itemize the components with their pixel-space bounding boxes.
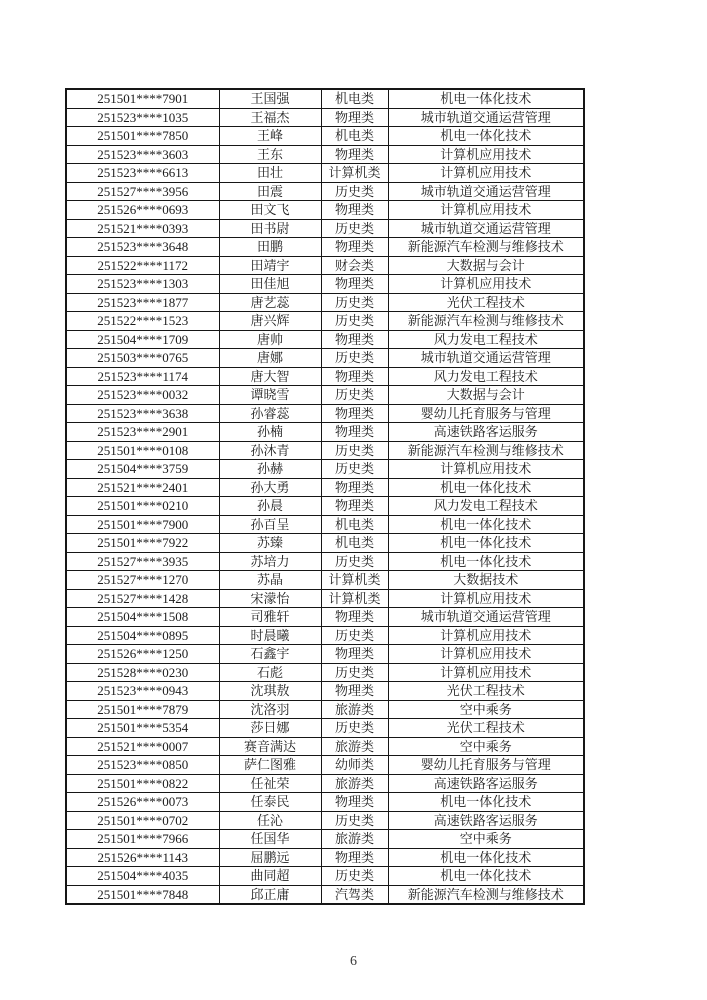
major-cell: 新能源汽车检测与维修技术 <box>388 885 584 904</box>
table-row <box>66 256 584 275</box>
name-cell: 唐帅 <box>219 330 321 349</box>
name-cell: 任沁 <box>219 811 321 830</box>
major-cell: 机电一体化技术 <box>388 534 584 553</box>
table-row <box>66 89 584 108</box>
major-cell: 空中乘务 <box>388 830 584 849</box>
table-row <box>66 145 584 164</box>
table-row <box>66 108 584 127</box>
table-row <box>66 497 584 516</box>
category-cell: 物理类 <box>321 608 388 627</box>
name-cell: 石鑫宇 <box>219 645 321 664</box>
major-cell: 空中乘务 <box>388 737 584 756</box>
name-cell: 邱正庸 <box>219 885 321 904</box>
table-row <box>66 219 584 238</box>
table-row <box>66 589 584 608</box>
table-row <box>66 367 584 386</box>
major-cell: 新能源汽车检测与维修技术 <box>388 441 584 460</box>
category-cell: 历史类 <box>321 552 388 571</box>
table-row <box>66 238 584 257</box>
exam-id-cell: 251501****7900 <box>66 515 219 534</box>
table-row <box>66 201 584 220</box>
name-cell: 唐兴辉 <box>219 312 321 331</box>
exam-id-cell: 251523****0850 <box>66 756 219 775</box>
name-cell: 唐娜 <box>219 349 321 368</box>
exam-id-cell: 251501****7850 <box>66 127 219 146</box>
admission-list-table <box>65 88 585 905</box>
category-cell: 物理类 <box>321 404 388 423</box>
major-cell: 风力发电工程技术 <box>388 497 584 516</box>
table-row <box>66 478 584 497</box>
table-row <box>66 349 584 368</box>
table-row <box>66 293 584 312</box>
exam-id-cell: 251501****7922 <box>66 534 219 553</box>
exam-id-cell: 251503****0765 <box>66 349 219 368</box>
major-cell: 光伏工程技术 <box>388 682 584 701</box>
category-cell: 历史类 <box>321 312 388 331</box>
exam-id-cell: 251523****1877 <box>66 293 219 312</box>
major-cell: 计算机应用技术 <box>388 645 584 664</box>
exam-id-cell: 251501****0822 <box>66 774 219 793</box>
name-cell: 田震 <box>219 182 321 201</box>
exam-id-cell: 251504****3759 <box>66 460 219 479</box>
table-row <box>66 830 584 849</box>
major-cell: 风力发电工程技术 <box>388 367 584 386</box>
name-cell: 任祉荣 <box>219 774 321 793</box>
name-cell: 司雅轩 <box>219 608 321 627</box>
name-cell: 苏晶 <box>219 571 321 590</box>
table-row <box>66 719 584 738</box>
category-cell: 物理类 <box>321 682 388 701</box>
major-cell: 计算机应用技术 <box>388 589 584 608</box>
name-cell: 宋濛怡 <box>219 589 321 608</box>
major-cell: 婴幼儿托育服务与管理 <box>388 404 584 423</box>
exam-id-cell: 251523****1174 <box>66 367 219 386</box>
major-cell: 城市轨道交通运营管理 <box>388 349 584 368</box>
table-row <box>66 700 584 719</box>
name-cell: 田靖宇 <box>219 256 321 275</box>
major-cell: 高速铁路客运服务 <box>388 811 584 830</box>
exam-id-cell: 251504****1709 <box>66 330 219 349</box>
exam-id-cell: 251522****1523 <box>66 312 219 331</box>
exam-id-cell: 251501****7901 <box>66 89 219 108</box>
category-cell: 物理类 <box>321 201 388 220</box>
category-cell: 幼师类 <box>321 756 388 775</box>
table-row <box>66 645 584 664</box>
table-row <box>66 571 584 590</box>
name-cell: 田佳旭 <box>219 275 321 294</box>
major-cell: 城市轨道交通运营管理 <box>388 608 584 627</box>
table-row <box>66 793 584 812</box>
category-cell: 计算机类 <box>321 164 388 183</box>
category-cell: 机电类 <box>321 89 388 108</box>
name-cell: 萨仁图雅 <box>219 756 321 775</box>
category-cell: 物理类 <box>321 145 388 164</box>
table-row <box>66 423 584 442</box>
category-cell: 历史类 <box>321 663 388 682</box>
table-row <box>66 275 584 294</box>
category-cell: 物理类 <box>321 275 388 294</box>
category-cell: 旅游类 <box>321 774 388 793</box>
major-cell: 婴幼儿托育服务与管理 <box>388 756 584 775</box>
exam-id-cell: 251501****0210 <box>66 497 219 516</box>
name-cell: 任国华 <box>219 830 321 849</box>
table-row <box>66 552 584 571</box>
table-row <box>66 534 584 553</box>
table-row <box>66 848 584 867</box>
category-cell: 财会类 <box>321 256 388 275</box>
exam-id-cell: 251504****1508 <box>66 608 219 627</box>
page-number: 6 <box>350 954 357 969</box>
major-cell: 机电一体化技术 <box>388 793 584 812</box>
name-cell: 任泰民 <box>219 793 321 812</box>
major-cell: 机电一体化技术 <box>388 89 584 108</box>
major-cell: 机电一体化技术 <box>388 848 584 867</box>
major-cell: 机电一体化技术 <box>388 478 584 497</box>
category-cell: 历史类 <box>321 719 388 738</box>
category-cell: 机电类 <box>321 127 388 146</box>
exam-id-cell: 251521****0393 <box>66 219 219 238</box>
category-cell: 物理类 <box>321 108 388 127</box>
major-cell: 计算机应用技术 <box>388 626 584 645</box>
name-cell: 田鹏 <box>219 238 321 257</box>
table-row <box>66 164 584 183</box>
major-cell: 光伏工程技术 <box>388 293 584 312</box>
exam-id-cell: 251501****0108 <box>66 441 219 460</box>
name-cell: 孙沐青 <box>219 441 321 460</box>
category-cell: 机电类 <box>321 515 388 534</box>
exam-id-cell: 251523****1035 <box>66 108 219 127</box>
category-cell: 计算机类 <box>321 589 388 608</box>
table-row <box>66 774 584 793</box>
major-cell: 空中乘务 <box>388 700 584 719</box>
name-cell: 时晨曦 <box>219 626 321 645</box>
name-cell: 沈洛羽 <box>219 700 321 719</box>
major-cell: 高速铁路客运服务 <box>388 774 584 793</box>
name-cell: 苏臻 <box>219 534 321 553</box>
major-cell: 城市轨道交通运营管理 <box>388 182 584 201</box>
major-cell: 机电一体化技术 <box>388 127 584 146</box>
exam-id-cell: 251504****4035 <box>66 867 219 886</box>
name-cell: 苏培力 <box>219 552 321 571</box>
category-cell: 物理类 <box>321 478 388 497</box>
name-cell: 王峰 <box>219 127 321 146</box>
major-cell: 计算机应用技术 <box>388 145 584 164</box>
category-cell: 旅游类 <box>321 830 388 849</box>
name-cell: 曲同超 <box>219 867 321 886</box>
category-cell: 汽驾类 <box>321 885 388 904</box>
major-cell: 计算机应用技术 <box>388 663 584 682</box>
exam-id-cell: 251501****7879 <box>66 700 219 719</box>
table-row <box>66 626 584 645</box>
name-cell: 田壮 <box>219 164 321 183</box>
name-cell: 田书尉 <box>219 219 321 238</box>
name-cell: 孙晨 <box>219 497 321 516</box>
name-cell: 唐大智 <box>219 367 321 386</box>
exam-id-cell: 251521****2401 <box>66 478 219 497</box>
category-cell: 物理类 <box>321 423 388 442</box>
category-cell: 历史类 <box>321 867 388 886</box>
table-row <box>66 682 584 701</box>
table-row <box>66 330 584 349</box>
category-cell: 机电类 <box>321 534 388 553</box>
exam-id-cell: 251523****0943 <box>66 682 219 701</box>
table-row <box>66 663 584 682</box>
category-cell: 历史类 <box>321 219 388 238</box>
exam-id-cell: 251527****1270 <box>66 571 219 590</box>
table-row <box>66 737 584 756</box>
exam-id-cell: 251526****1250 <box>66 645 219 664</box>
major-cell: 计算机应用技术 <box>388 201 584 220</box>
category-cell: 历史类 <box>321 182 388 201</box>
exam-id-cell: 251501****5354 <box>66 719 219 738</box>
category-cell: 物理类 <box>321 367 388 386</box>
exam-id-cell: 251528****0230 <box>66 663 219 682</box>
name-cell: 田文飞 <box>219 201 321 220</box>
category-cell: 旅游类 <box>321 737 388 756</box>
name-cell: 莎日娜 <box>219 719 321 738</box>
exam-id-cell: 251526****1143 <box>66 848 219 867</box>
exam-id-cell: 251527****3956 <box>66 182 219 201</box>
major-cell: 风力发电工程技术 <box>388 330 584 349</box>
exam-id-cell: 251501****7966 <box>66 830 219 849</box>
category-cell: 历史类 <box>321 386 388 405</box>
name-cell: 沈琪敖 <box>219 682 321 701</box>
exam-id-cell: 251501****7848 <box>66 885 219 904</box>
exam-id-cell: 251504****0895 <box>66 626 219 645</box>
name-cell: 孙楠 <box>219 423 321 442</box>
name-cell: 孙睿蕊 <box>219 404 321 423</box>
category-cell: 历史类 <box>321 626 388 645</box>
table-row <box>66 756 584 775</box>
name-cell: 屈鹏远 <box>219 848 321 867</box>
category-cell: 物理类 <box>321 238 388 257</box>
exam-id-cell: 251527****1428 <box>66 589 219 608</box>
table-row <box>66 515 584 534</box>
exam-id-cell: 251501****0702 <box>66 811 219 830</box>
category-cell: 历史类 <box>321 293 388 312</box>
table-row <box>66 460 584 479</box>
major-cell: 机电一体化技术 <box>388 867 584 886</box>
exam-id-cell: 251523****2901 <box>66 423 219 442</box>
table-row <box>66 811 584 830</box>
table-row <box>66 608 584 627</box>
name-cell: 赛音满达 <box>219 737 321 756</box>
name-cell: 孙百呈 <box>219 515 321 534</box>
category-cell: 计算机类 <box>321 571 388 590</box>
major-cell: 机电一体化技术 <box>388 515 584 534</box>
table-row <box>66 182 584 201</box>
category-cell: 历史类 <box>321 811 388 830</box>
exam-id-cell: 251521****0007 <box>66 737 219 756</box>
major-cell: 计算机应用技术 <box>388 164 584 183</box>
major-cell: 计算机应用技术 <box>388 275 584 294</box>
name-cell: 孙赫 <box>219 460 321 479</box>
major-cell: 计算机应用技术 <box>388 460 584 479</box>
exam-id-cell: 251526****0693 <box>66 201 219 220</box>
table-row <box>66 404 584 423</box>
category-cell: 物理类 <box>321 497 388 516</box>
category-cell: 旅游类 <box>321 700 388 719</box>
name-cell: 王福杰 <box>219 108 321 127</box>
table-row <box>66 441 584 460</box>
name-cell: 王国强 <box>219 89 321 108</box>
major-cell: 光伏工程技术 <box>388 719 584 738</box>
exam-id-cell: 251523****3638 <box>66 404 219 423</box>
category-cell: 历史类 <box>321 349 388 368</box>
table-row <box>66 386 584 405</box>
name-cell: 谭晓雪 <box>219 386 321 405</box>
table-row <box>66 885 584 904</box>
admission-table-body <box>66 89 584 904</box>
major-cell: 大数据与会计 <box>388 386 584 405</box>
table-row <box>66 127 584 146</box>
name-cell: 唐艺蕊 <box>219 293 321 312</box>
table-row <box>66 312 584 331</box>
major-cell: 新能源汽车检测与维修技术 <box>388 238 584 257</box>
major-cell: 城市轨道交通运营管理 <box>388 219 584 238</box>
exam-id-cell: 251523****0032 <box>66 386 219 405</box>
category-cell: 物理类 <box>321 330 388 349</box>
major-cell: 大数据与会计 <box>388 256 584 275</box>
exam-id-cell: 251527****3935 <box>66 552 219 571</box>
major-cell: 机电一体化技术 <box>388 552 584 571</box>
major-cell: 城市轨道交通运营管理 <box>388 108 584 127</box>
major-cell: 新能源汽车检测与维修技术 <box>388 312 584 331</box>
exam-id-cell: 251523****3603 <box>66 145 219 164</box>
exam-id-cell: 251523****3648 <box>66 238 219 257</box>
name-cell: 石彪 <box>219 663 321 682</box>
category-cell: 物理类 <box>321 793 388 812</box>
category-cell: 物理类 <box>321 645 388 664</box>
name-cell: 孙大勇 <box>219 478 321 497</box>
exam-id-cell: 251523****1303 <box>66 275 219 294</box>
category-cell: 物理类 <box>321 848 388 867</box>
exam-id-cell: 251523****6613 <box>66 164 219 183</box>
exam-id-cell: 251522****1172 <box>66 256 219 275</box>
exam-id-cell: 251526****0073 <box>66 793 219 812</box>
table-row <box>66 867 584 886</box>
category-cell: 历史类 <box>321 441 388 460</box>
major-cell: 大数据技术 <box>388 571 584 590</box>
category-cell: 历史类 <box>321 460 388 479</box>
major-cell: 高速铁路客运服务 <box>388 423 584 442</box>
name-cell: 王东 <box>219 145 321 164</box>
